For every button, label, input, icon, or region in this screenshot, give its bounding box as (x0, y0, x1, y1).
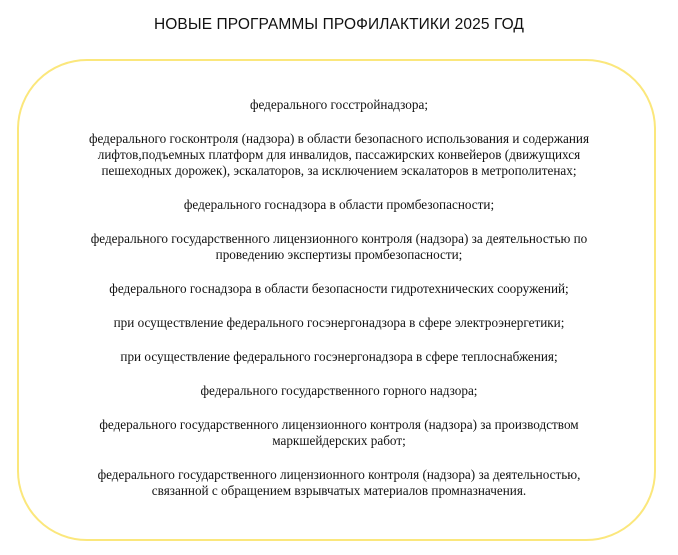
list-item-line: маркшейдерских работ; (272, 433, 406, 448)
list-item (40, 417, 638, 449)
list-item-line: федерального государственного лицензионного контроля (надзора) за деятельностью, (97, 467, 581, 482)
list-item-line: федерального госнадзора в области промбезопасности; (183, 197, 495, 212)
list-item-line: пешеходных дорожек), эскалаторов, за исключением эскалаторов в метрополитенах; (101, 163, 577, 178)
list-item (40, 467, 638, 499)
list-item-line: лифтов,подъемных платформ для инвалидов, пассажирских конвейеров (движущихся (97, 147, 581, 162)
list-item-line: проведению экспертизы промбезопасности; (215, 247, 463, 262)
list-item-line: федерального госнадзора в области безопасности гидротехнических сооружений; (109, 281, 569, 296)
list-item-line: федерального госстройнадзора; (249, 97, 429, 112)
page-title: НОВЫЕ ПРОГРАММЫ ПРОФИЛАКТИКИ 2025 ГОД (153, 16, 524, 33)
list-item (40, 131, 638, 179)
list-item (40, 315, 638, 331)
list-item (40, 231, 638, 263)
list-item-line: при осуществление федерального госэнергонадзора в сфере теплоснабжения; (120, 349, 558, 364)
list-item-line: при осуществление федерального госэнергонадзора в сфере электроэнергетики; (113, 315, 565, 330)
list-item-line: федерального госконтроля (надзора) в области безопасного использования и содержания (88, 131, 590, 146)
list-item (40, 383, 638, 399)
list-item-line: связанной с обращением взрывчатых материалов промназначения. (151, 483, 527, 498)
list-item (40, 281, 638, 297)
list-item (40, 97, 638, 113)
list-item (40, 349, 638, 365)
list-item-line: федерального государственного горного надзора; (200, 383, 478, 398)
list-item-line: федерального государственного лицензионного контроля (надзора) за производством (99, 417, 579, 432)
list-item-line: федерального государственного лицензионного контроля (надзора) за деятельностью по (90, 231, 588, 246)
program-list (40, 97, 638, 517)
list-item (40, 197, 638, 213)
